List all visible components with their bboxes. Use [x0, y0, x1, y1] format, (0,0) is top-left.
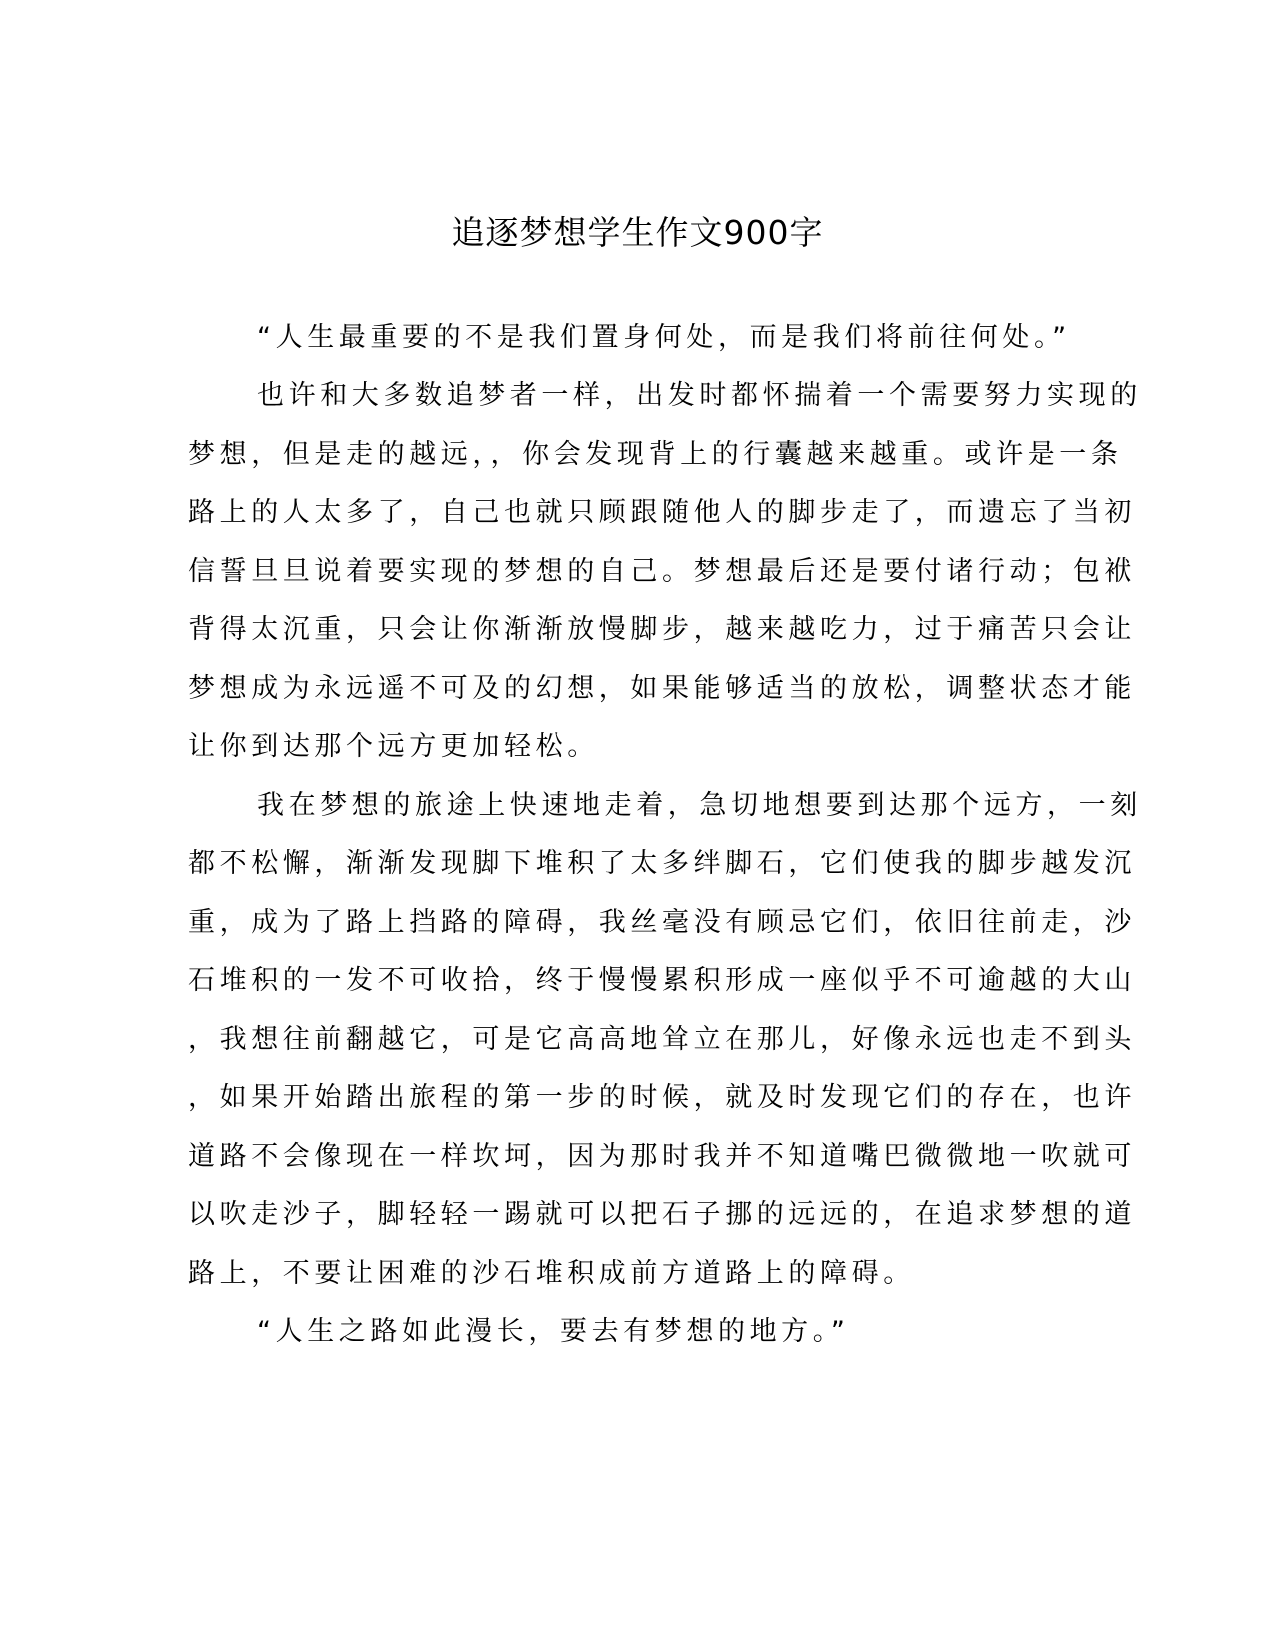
paragraph-line-quote-1: “人生最重要的不是我们置身何处，而是我们将前往何处。”: [257, 322, 1071, 353]
paragraph-line: 路上，不要让困难的沙石堆积成前方道路上的障碍。: [188, 1258, 915, 1289]
paragraph-line: 以吹走沙子，脚轻轻一踢就可以把石子挪的远远的，在追求梦想的道: [188, 1199, 1136, 1230]
paragraph-line: 我在梦想的旅途上快速地走着，急切地想要到达那个远方，一刻: [257, 790, 1142, 821]
paragraph-line: 让你到达那个远方更加轻松。: [188, 731, 599, 762]
paragraph-line: ，我想往前翻越它，可是它高高地耸立在那儿，好像永远也走不到头: [188, 1024, 1136, 1055]
paragraph-line: 重，成为了路上挡路的障碍，我丝毫没有顾忌它们，依旧往前走，沙: [188, 907, 1136, 938]
paragraph-line: ，如果开始踏出旅程的第一步的时候，就及时发现它们的存在，也许: [188, 1082, 1136, 1113]
document-title: 追逐梦想学生作文900字: [451, 213, 824, 252]
paragraph-line: 都不松懈，渐渐发现脚下堆积了太多绊脚石，它们使我的脚步越发沉: [188, 848, 1136, 879]
paragraph-line-quote-2: “人生之路如此漫长，要去有梦想的地方。”: [257, 1316, 850, 1347]
paragraph-line: 信誓旦旦说着要实现的梦想的自己。梦想最后还是要付诸行动；包袱: [188, 556, 1136, 587]
paragraph-line: 背得太沉重，只会让你渐渐放慢脚步，越来越吃力，过于痛苦只会让: [188, 614, 1136, 645]
paragraph-line: 路上的人太多了，自己也就只顾跟随他人的脚步走了，而遗忘了当初: [188, 497, 1136, 528]
paragraph-line: 梦想，但是走的越远，，你会发现背上的行囊越来越重。或许是一条: [188, 439, 1123, 470]
paragraph-line: 石堆积的一发不可收拾，终于慢慢累积形成一座似乎不可逾越的大山: [188, 965, 1136, 996]
paragraph-line: 道路不会像现在一样坎坷，因为那时我并不知道嘴巴微微地一吹就可: [188, 1141, 1136, 1172]
paragraph-line: 梦想成为永远遥不可及的幻想，如果能够适当的放松，调整状态才能: [188, 673, 1136, 704]
paragraph-line: 也许和大多数追梦者一样，出发时都怀揣着一个需要努力实现的: [257, 380, 1142, 411]
